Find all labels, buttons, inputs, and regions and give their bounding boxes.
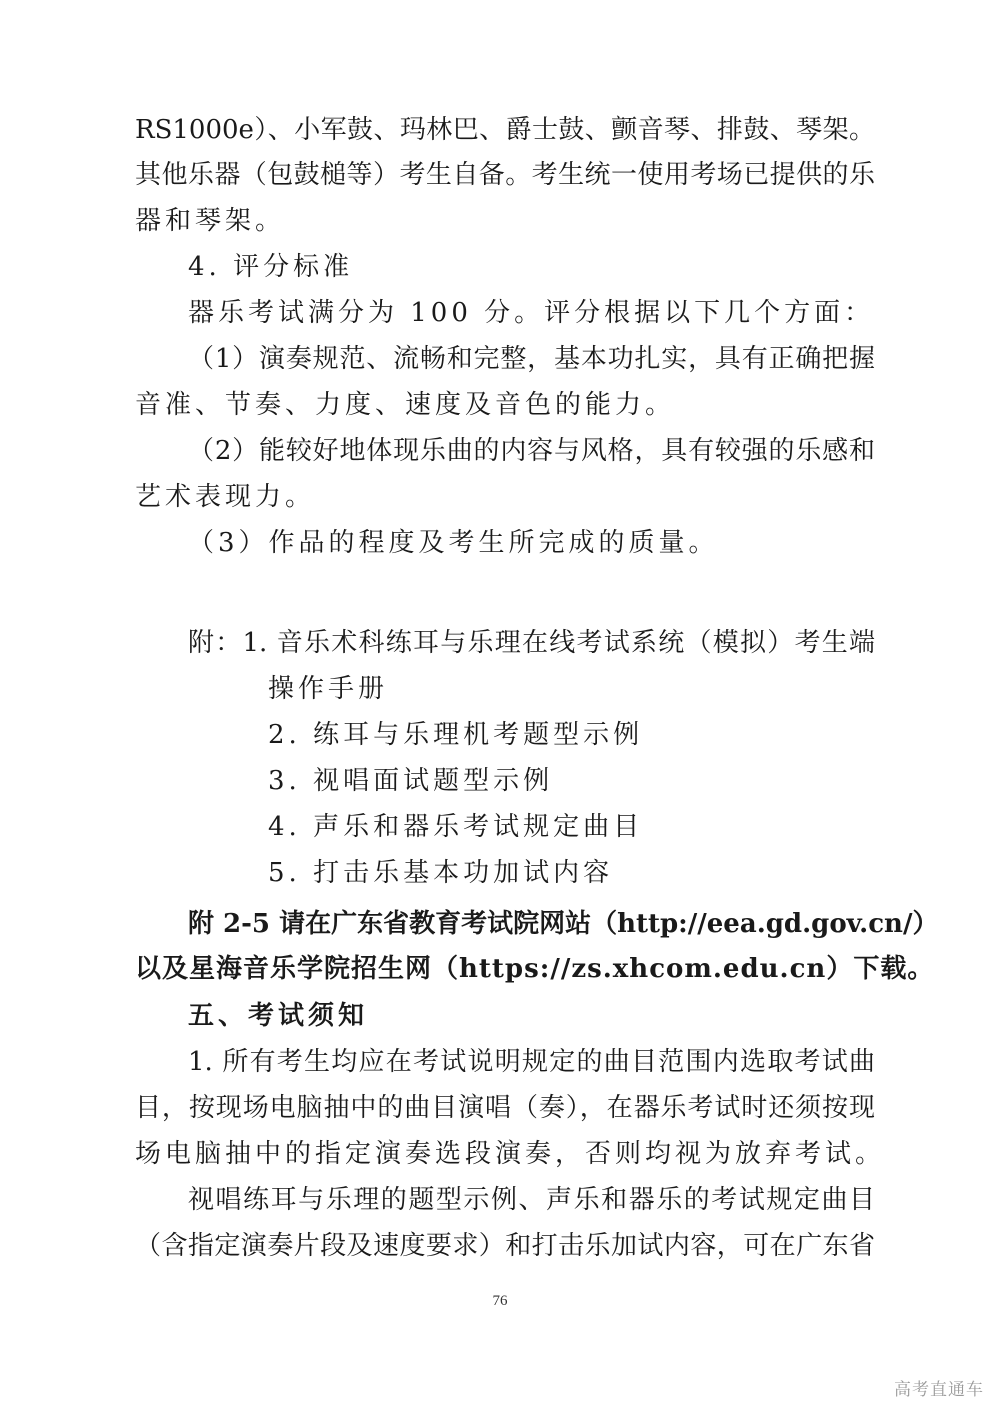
appendix-item: 4. 声乐和器乐考试规定曲目 (268, 812, 644, 842)
appendix-item: 5. 打击乐基本功加试内容 (268, 858, 614, 888)
text-line: 视唱练耳与乐理的题型示例、声乐和器乐的考试规定曲目 (188, 1185, 875, 1215)
text-line: （2）能较好地体现乐曲的内容与风格，具有较强的乐感和 (188, 436, 875, 466)
text-line: 艺术表现力。 (135, 482, 316, 512)
page-number: 76 (492, 1293, 508, 1309)
text-line: 目，按现场电脑抽中的曲目演唱（奏），在器乐考试时还须按现 (135, 1093, 875, 1123)
download-note: 以及星海音乐学院招生网（https://zs.xhcom.edu.cn）下载。 (135, 954, 935, 984)
text-line: RS1000e）、小军鼓、玛林巴、爵士鼓、颤音琴、排鼓、琴架。 (135, 115, 875, 145)
appendix-item: 操作手册 (268, 674, 389, 704)
text-line: 器和琴架。 (135, 206, 286, 236)
text-line: （1）演奏规范、流畅和完整，基本功扎实，具有正确把握 (188, 344, 875, 374)
section-heading: 4. 评分标准 (188, 252, 354, 282)
text-line: （3）作品的程度及考生所完成的质量。 (188, 528, 719, 558)
appendix-item: 3. 视唱面试题型示例 (268, 766, 554, 796)
text-line: 器乐考试满分为 100 分。评分根据以下几个方面： (188, 298, 875, 328)
text-line: 场电脑抽中的指定演奏选段演奏，否则均视为放弃考试。 (135, 1139, 886, 1169)
download-note: 附 2-5 请在广东省教育考试院网站（http://eea.gd.gov.cn/） (188, 909, 939, 939)
appendix-item: 附：1. 音乐术科练耳与乐理在线考试系统（模拟）考生端 (188, 628, 875, 658)
section-heading: 五、考试须知 (188, 1001, 369, 1031)
text-line: 音准、节奏、力度、速度及音色的能力。 (135, 390, 676, 420)
text-line: （含指定演奏片段及速度要求）和打击乐加试内容，可在广东省 (135, 1231, 875, 1261)
text-line: 1. 所有考生均应在考试说明规定的曲目范围内选取考试曲 (188, 1047, 875, 1077)
text-line: 其他乐器（包鼓槌等）考生自备。考生统一使用考场已提供的乐 (135, 160, 875, 190)
watermark: 高考直通车 (894, 1380, 984, 1400)
appendix-item: 2. 练耳与乐理机考题型示例 (268, 720, 644, 750)
